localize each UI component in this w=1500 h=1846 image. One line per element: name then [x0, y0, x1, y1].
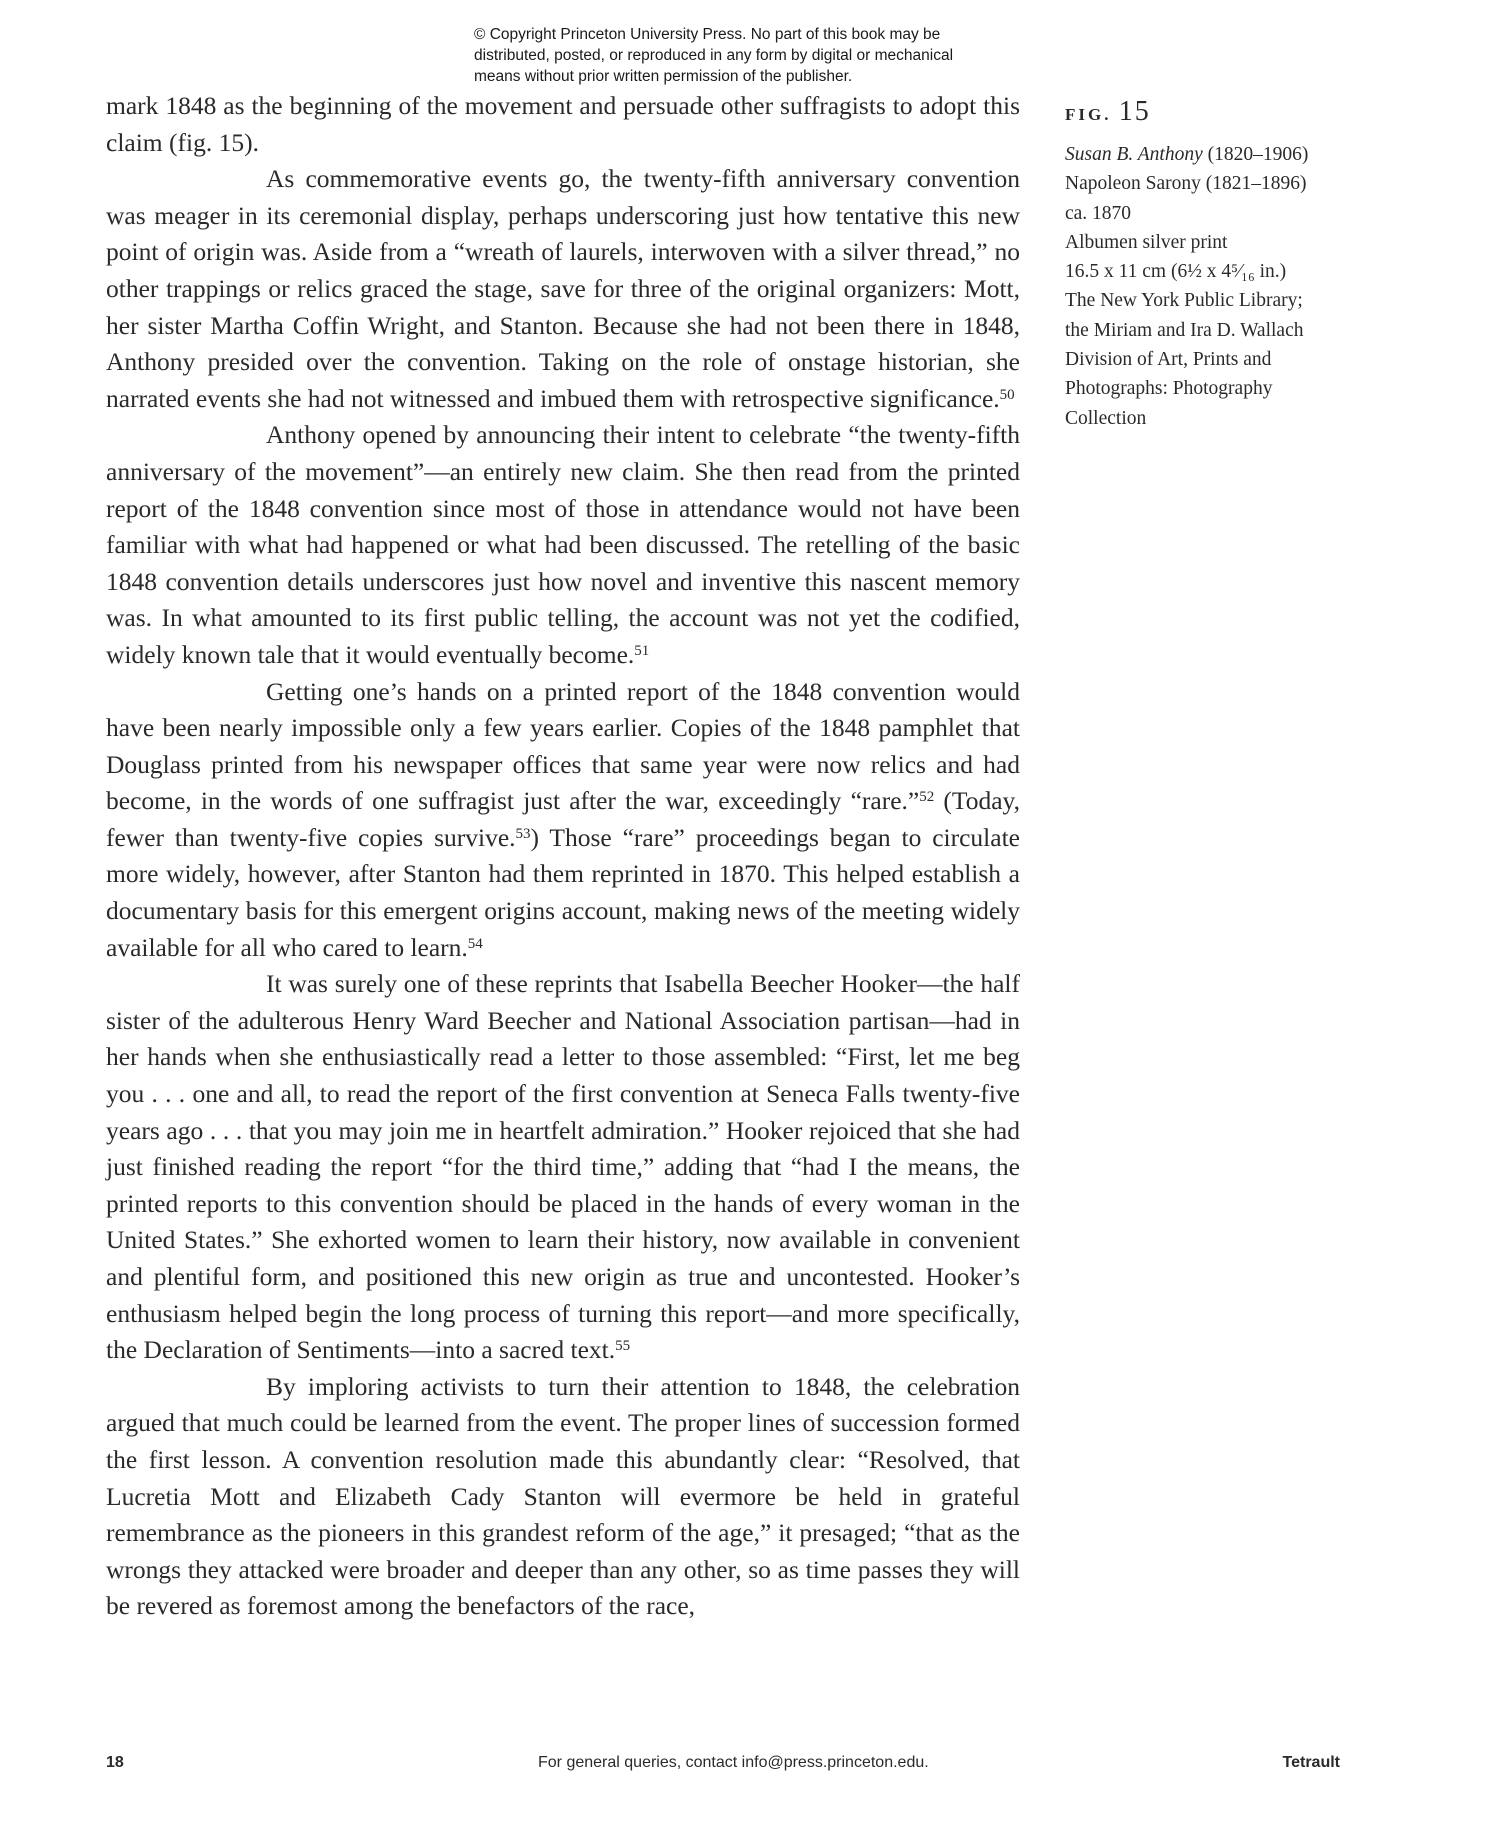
caption-line: Napoleon Sarony (1821–1896) — [1065, 173, 1307, 195]
copyright-notice — [474, 24, 1034, 87]
caption-line: the Miriam and Ira D. Wallach — [1065, 319, 1304, 341]
figure-caption — [1065, 96, 1355, 433]
footnote-ref-52[interactable]: 52 — [919, 789, 935, 806]
caption-line: Division of Art, Prints and — [1065, 349, 1272, 371]
copyright-line: distributed, posted, or reproduced in any form by digital or mechanical — [474, 47, 954, 64]
page-footer — [0, 1754, 1500, 1780]
paragraph-4: Getting one’s hands on a printed report of the 1848 convention would have been nearly impossible only a few years earlier. Copies of the 1848 pamphlet that Douglass printed from his newspaper offices that same year were now relics and had become, in the words of one suffragist just after the war, exceedingly “rare.”$^{52}$ (Today, fewer than twenty-five copies survive.$^{53}$) Those “rare” proceedings began to circulate more widely, however, after Stanton had them reprinted in 1870. This helped establish a documentary basis for this emergent origins account, making news of the meeting widely available for all who cared to learn.$^{54}$ — [106, 676, 1020, 962]
caption-title: Susan B. Anthony (1820–1906) — [1065, 144, 1309, 165]
contact-line: For general queries, contact info@press.princeton.edu. — [538, 1754, 929, 1771]
footnote-ref-50[interactable]: 50 — [999, 386, 1015, 403]
caption-line: Photographs: Photography — [1065, 378, 1273, 400]
paragraph-5: It was surely one of these reprints that Isabella Beecher Hooker—the half sister of the adulterous Henry Ward Beecher and National Association partisan—had in her hands when she enthusiastically read a letter to those assembled: “First, let me beg you . . . one and all, to read the report of the first convention at Seneca Falls twenty-five years ago . . . that you may join me in heartfelt admiration.” Hooker rejoiced that she had just finished reading the report “for the third time,” adding that “had I the means, the printed reports to this convention should be placed in the hands of every woman in the United States.” She exhorted women to learn their history, now available in convenient and plentiful form, and positioned this new origin as true and uncontested. Hooker’s enthusiasm helped begin the long process of turning this report—and more specifically, the Declaration of Sentiments—into a sacred text.$^{55}$ — [106, 969, 1020, 1365]
caption-text — [1065, 140, 1355, 433]
caption-line: 16.5 x 11 cm (6½ x 4⁵⁄₁₆ in.) — [1065, 261, 1287, 283]
caption-line: ca. 1870 — [1065, 202, 1132, 224]
running-author: Tetrault — [1282, 1754, 1340, 1771]
footnote-ref-53[interactable]: 53 — [515, 825, 531, 842]
caption-line: Collection — [1065, 407, 1147, 429]
paragraph-3: Anthony opened by announcing their intent to celebrate “the twenty-fifth anniversary of the movement”—an entirely new claim. She then read from the printed report of the 1848 convention since most of those in attendance would not have been familiar with what had happened or what had been discussed. The retelling of the basic 1848 convention details underscores just how novel and inventive this nascent memory was. In what amounted to its first public telling, the account was not yet the codified, widely known tale that it would eventually become.$^{51}$ — [106, 420, 1020, 669]
figure-number: 15 — [1118, 96, 1151, 127]
footnote-ref-51[interactable]: 51 — [634, 642, 650, 659]
caption-line: The New York Public Library; — [1065, 290, 1303, 312]
copyright-line: © Copyright Princeton University Press. No part of this book may be — [474, 26, 941, 43]
paragraph-1: mark 1848 as the beginning of the movement and persuade other suffragists to adopt this claim (fig. 15). — [106, 91, 1020, 157]
copyright-line: means without prior written permission of the publisher. — [474, 68, 853, 85]
paragraph-6: By imploring activists to turn their attention to 1848, the celebration argued that much could be learned from the event. The proper lines of succession formed the first lesson. A convention resolution made this abundantly clear: “Resolved, that Lucretia Mott and Elizabeth Cady Stanton will evermore be held in grateful remembrance as the pioneers in this grandest reform of the age,” it presaged; “that as the wrongs they attacked were broader and deeper than any other, so as time passes they will be revered as foremost among the benefactors of the race, — [106, 1371, 1020, 1621]
body-text — [106, 88, 1020, 1625]
figure-label: FIG. 15 — [1065, 96, 1151, 127]
footnote-ref-55[interactable]: 55 — [615, 1338, 631, 1355]
caption-line: Albumen silver print — [1065, 231, 1228, 253]
paragraph-2: As commemorative events go, the twenty-fifth anniversary convention was meager in its ceremonial display, perhaps underscoring just how tentative this new point of origin was. Aside from a “wreath of laurels, interwoven with a silver thread,” no other trappings or relics graced the stage, save for three of the original organizers: Mott, her sister Martha Coffin Wright, and Stanton. Because she had not been there in 1848, Anthony presided over the convention. Taking on the role of onstage historian, she narrated events she had not witnessed and imbued them with retrospective significance.$^{50}$ — [106, 164, 1020, 413]
footnote-ref-54[interactable]: 54 — [467, 935, 483, 952]
page-number: 18 — [106, 1754, 124, 1771]
